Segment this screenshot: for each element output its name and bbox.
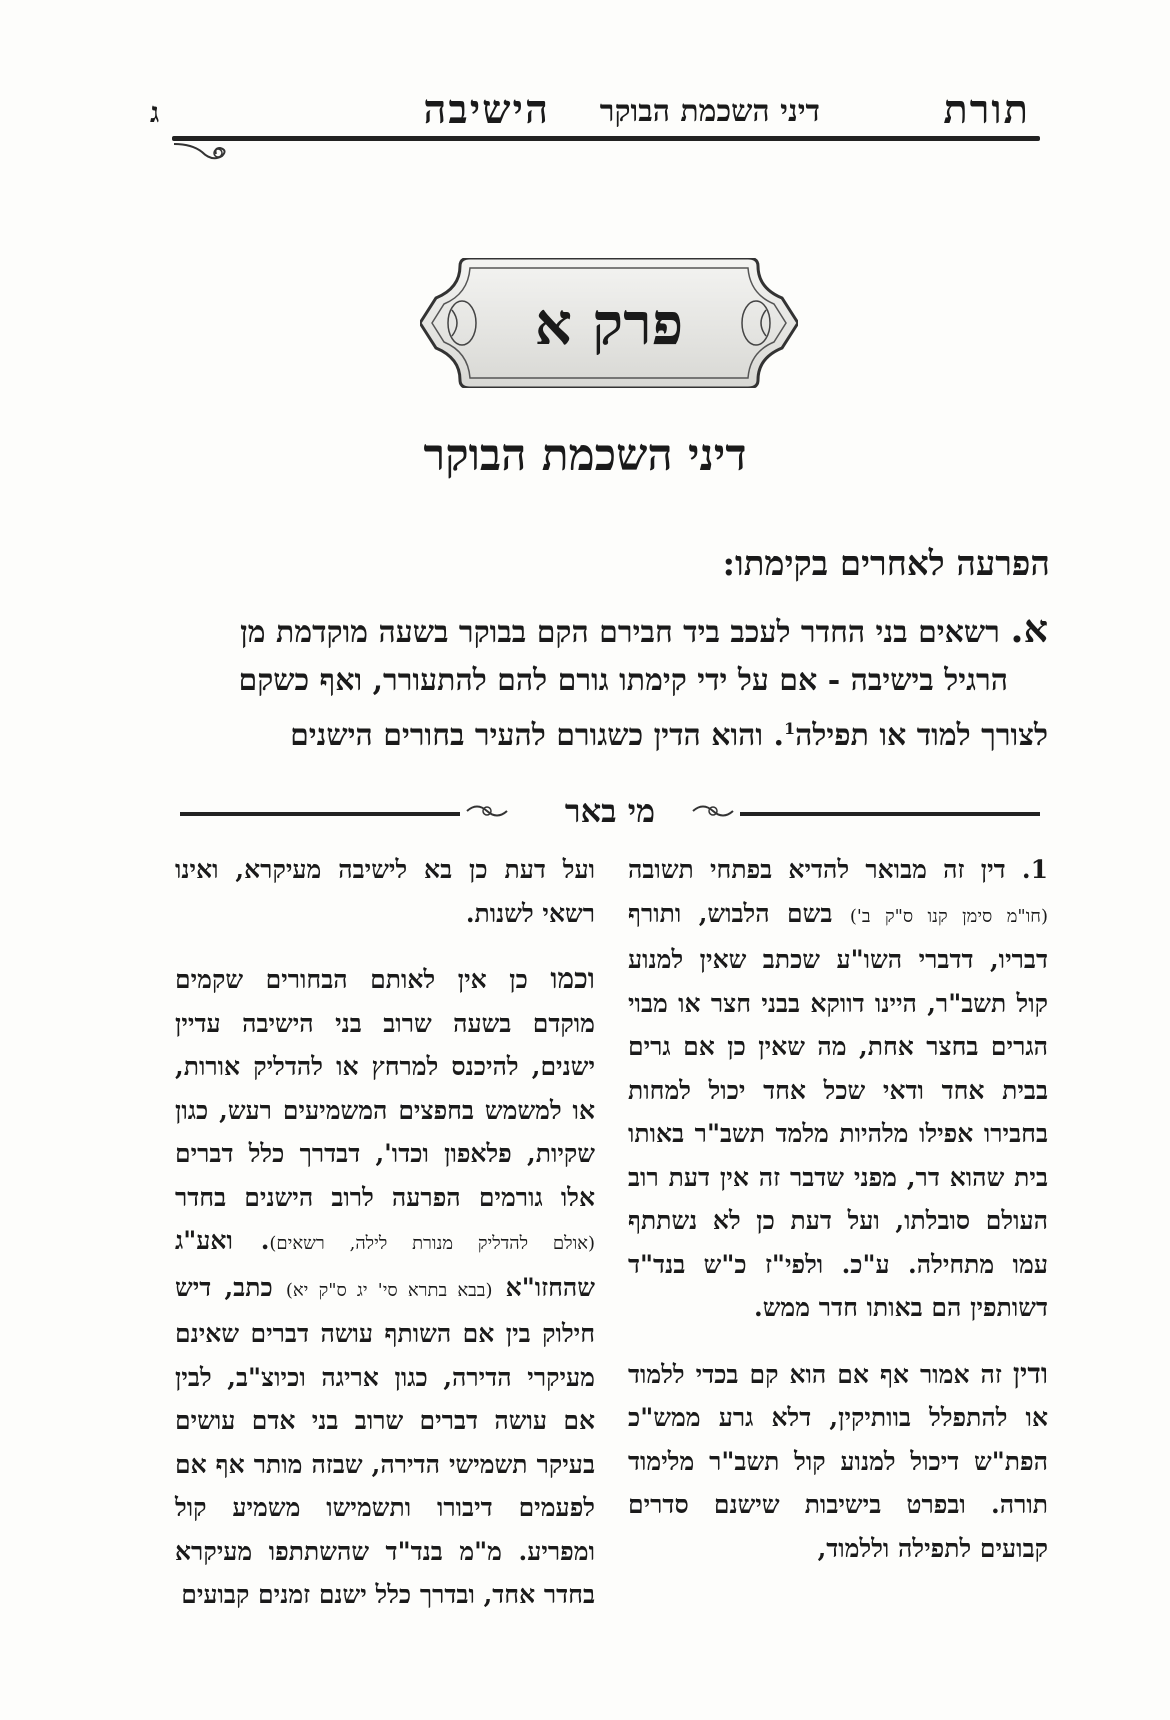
header-torat: תורת xyxy=(943,86,1030,133)
opening-word: וכמו xyxy=(550,962,595,995)
chapter-label: פרק א xyxy=(534,290,684,358)
source-reference: (חו"מ סימן קנו ס"ק ב') xyxy=(849,905,1048,927)
header-flourish-icon xyxy=(172,140,232,178)
commentary-text: ועל דעת כן בא לישיבה מעיקרא, ואינו רשאי לשנות. xyxy=(175,855,595,928)
commentary-divider xyxy=(180,792,1040,830)
main-text-line-2: הרגיל בישיבה - אם על ידי קימתו גורם להם להתעורר, ואף כשקם xyxy=(238,663,1008,698)
running-header xyxy=(150,82,1050,142)
commentary-column-left xyxy=(175,848,595,1617)
commentary-text: . ואע"ג שהחזו"א xyxy=(175,1226,595,1302)
chapter-subtitle: דיני השכמת הבוקר xyxy=(423,430,747,481)
source-reference: (בבא בתרא סי' יג ס"ק יא) xyxy=(285,1279,493,1301)
halacha-letter: א. xyxy=(1010,606,1048,651)
main-text-line-1: רשאים בני החדר לעכב ביד חבירם הקם בבוקר בשעה מוקדמת מן xyxy=(240,615,1000,650)
footnote-mark: 1 xyxy=(783,719,796,738)
commentary-paragraph xyxy=(628,848,1048,1330)
header-title: דיני השכמת הבוקר xyxy=(599,94,820,129)
commentary-column-right xyxy=(628,848,1048,1570)
header-yeshiva: הישיבה xyxy=(423,86,550,133)
header-rule xyxy=(172,136,1040,141)
opening-word: ודין xyxy=(1012,1356,1048,1390)
divider-ornament-icon xyxy=(465,800,509,828)
commentary-paragraph xyxy=(175,848,595,935)
commentary-text: כן אין לאותם הבחורים שקמים מוקדם בשעה שרוב בני הישיבה עדיין ישנים, להיכנס למרחץ או להדליק אורות, או למשמש בחפצים המשמיעים רעש, כגון שקיות, פלאפון וכדו', דבדרך כלל דברים אלו גורמים הפרעה לרוב הישנים בחדר xyxy=(175,965,595,1212)
footnote-number: 1. xyxy=(1021,855,1048,884)
halacha-main-text xyxy=(168,605,1048,760)
main-text-line-3a: לצורך למוד או תפילה xyxy=(795,718,1048,753)
divider-label: מי באר xyxy=(564,792,656,830)
page-number: ג xyxy=(150,96,160,129)
commentary-paragraph xyxy=(175,957,595,1617)
commentary-text: כתב, דיש חילוק בין אם השותף עושה דברים שאינם מעיקרי הדירה, כגון אריגה וכיוצ"ב, לבין אם עושה דברים שרוב בני אדם עושים בעיקר תשמישי הדירה, שבזה מותר אף אם לפעמים דיבורו ותשמישו משמיע קול ומפריע. מ"מ בנד"ד שהשתתפו מעיקרא בחדר אחד, ובדרך כלל ישנם זמנים קבועים xyxy=(175,1272,595,1609)
main-text-line-3b: . והוא הדין כשגורם להעיר בחורים הישנים xyxy=(290,718,784,753)
commentary-text: בשם הלבוש, ותורף דבריו, דדברי השו"ע שכתב שאין למנוע קול תשב"ר, היינו דווקא בבני חצר או מבוי הגרים בחצר אחת, מה שאין כן אם גרים בבית אחד ודאי שכל אחד יכול למחות בחבירו אפילו מלהיות מלמד תשב"ר באותו בית שהוא דר, מפני שדבר זה אין דעת רוב העולם סובלתו, ועל דעת כן לא נשתתף עמו מתחילה. ע"כ. ולפי"ז כ"ש בנד"ד דשותפין הם באותו חדר ממש. xyxy=(628,898,1048,1322)
section-heading: הפרעה לאחרים בקימתו: xyxy=(722,544,1050,584)
divider-rule-left xyxy=(180,812,460,816)
commentary-text: זה אמור אף אם הוא קם בכדי ללמוד או להתפלל בוותיקין, דלא גרע ממש"כ הפת"ש דיכול למנוע קול תשב"ר מלימוד תורה. ובפרט בישיבות שישנם סדרים קבועים לתפילה וללמוד, xyxy=(628,1359,1048,1563)
source-reference: (אולם להדליק מנורת לילה, רשאים) xyxy=(269,1233,595,1254)
commentary-paragraph xyxy=(628,1352,1048,1571)
commentary-text: דין זה מבואר להדיא בפתחי תשובה xyxy=(628,855,1006,884)
